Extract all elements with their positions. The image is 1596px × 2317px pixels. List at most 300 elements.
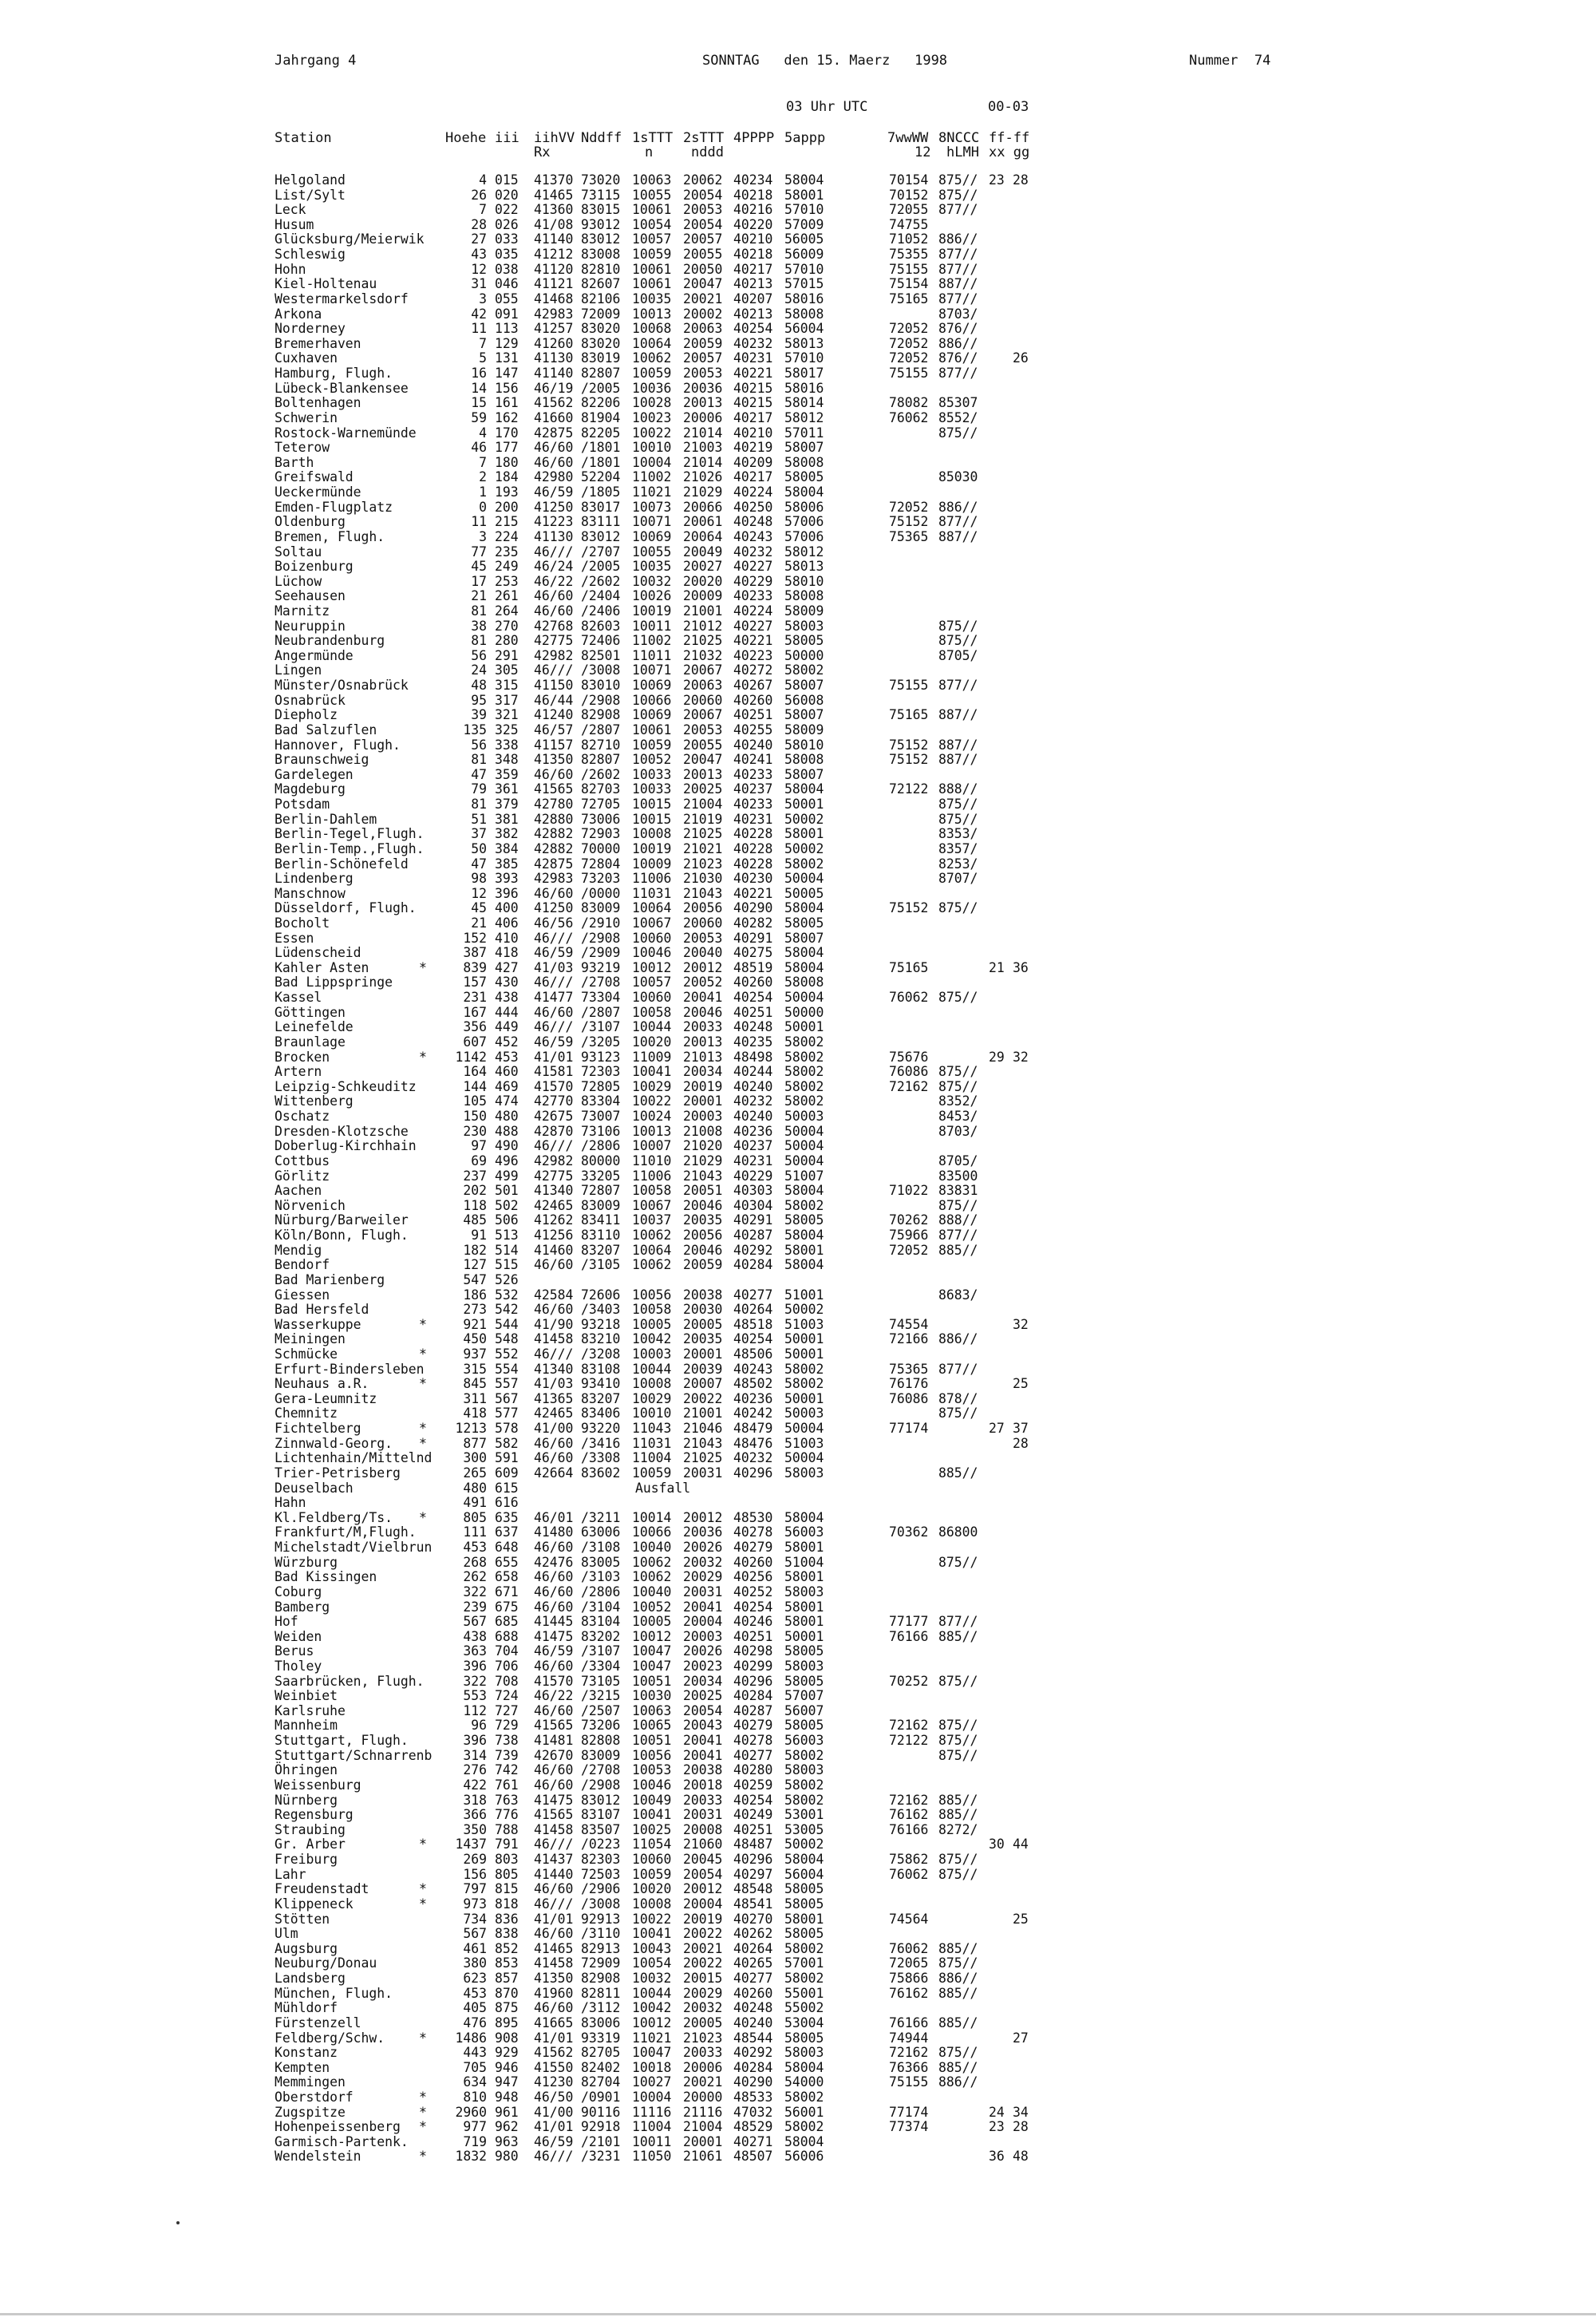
- group-4pppp: 40237: [733, 1138, 773, 1154]
- station-name: Boizenburg: [275, 559, 354, 575]
- station-index: 852: [495, 1940, 519, 1956]
- group-4pppp: 40228: [733, 826, 773, 842]
- group-5appp: 50001: [784, 1331, 824, 1347]
- group-5appp: 58008: [784, 752, 824, 768]
- table-row: [0, 1199, 1596, 1214]
- group-2sttt: 21061: [683, 2149, 723, 2165]
- group-1sttt: 10059: [632, 1866, 672, 1882]
- group-4pppp: 40210: [733, 425, 773, 441]
- group-4pppp: 40279: [733, 1718, 773, 1734]
- station-height: 69: [471, 1153, 487, 1168]
- station-height: 422: [463, 1777, 487, 1793]
- group-2sttt: 21014: [683, 454, 723, 470]
- station-height: 845: [463, 1376, 487, 1392]
- group-1sttt: 10046: [632, 1777, 672, 1793]
- alpine-marker: *: [419, 2104, 427, 2120]
- table-row: [0, 604, 1596, 619]
- table-row: [0, 322, 1596, 337]
- group-1sttt: 10007: [632, 1138, 672, 1154]
- col-nddff: Nddff: [581, 130, 622, 146]
- group-iihvv: 41/08: [534, 216, 574, 232]
- station-name: Doberlug-Kirchhain: [275, 1138, 417, 1154]
- group-2sttt: 20001: [683, 2133, 723, 2149]
- station-index: 418: [495, 945, 519, 961]
- group-nddff: /3215: [581, 1688, 621, 1704]
- group-5appp: 50004: [784, 1153, 824, 1168]
- group-4pppp: 48544: [733, 2030, 773, 2046]
- group-iihvv: 46/60: [534, 1702, 574, 1718]
- group-7wwww: 75862: [889, 1852, 929, 1868]
- group-iihvv: 41130: [534, 350, 574, 366]
- group-iihvv: 41121: [534, 276, 574, 292]
- group-5appp: 58002: [784, 2119, 824, 2135]
- group-1sttt: 10028: [632, 395, 672, 411]
- station-height: 39: [471, 707, 487, 723]
- group-4pppp: 40240: [733, 737, 773, 753]
- table-row: [0, 1837, 1596, 1852]
- table-row: [0, 411, 1596, 426]
- group-2sttt: 20027: [683, 559, 723, 575]
- alpine-marker: *: [419, 1509, 427, 1525]
- group-iihvv: 46/60: [534, 1584, 574, 1599]
- group-5appp: 50002: [784, 811, 824, 827]
- group-nddff: /3416: [581, 1435, 621, 1451]
- group-1sttt: 10026: [632, 588, 672, 604]
- group-iihvv: 42476: [534, 1554, 574, 1570]
- group-1sttt: 10032: [632, 573, 672, 589]
- group-1sttt: 10055: [632, 544, 672, 559]
- group-iihvv: 46/60: [534, 1881, 574, 1897]
- group-1sttt: 10066: [632, 692, 672, 708]
- group-5appp: 50004: [784, 1123, 824, 1139]
- group-5appp: 58001: [784, 1242, 824, 1258]
- station-index: 502: [495, 1197, 519, 1213]
- group-1sttt: 10058: [632, 1004, 672, 1020]
- group-4pppp: 40277: [733, 1287, 773, 1303]
- station-name: Karlsruhe: [275, 1702, 346, 1718]
- group-7wwww: 75365: [889, 528, 929, 544]
- group-8nccc: 8353/: [938, 826, 978, 842]
- group-8nccc: 885//: [938, 1792, 978, 1808]
- group-8nccc: 877//: [938, 1228, 978, 1244]
- group-5appp: 58014: [784, 395, 824, 411]
- group-8nccc: 887//: [938, 707, 978, 723]
- table-row: [0, 1421, 1596, 1437]
- group-5appp: 58002: [784, 856, 824, 872]
- group-nddff: 82811: [581, 1985, 621, 2001]
- group-1sttt: 10043: [632, 1940, 672, 1956]
- station-height: 26: [471, 187, 487, 203]
- group-1sttt: 10056: [632, 1747, 672, 1763]
- group-4pppp: 40221: [733, 633, 773, 649]
- table-row: [0, 1630, 1596, 1645]
- group-nddff: 83108: [581, 1361, 621, 1377]
- alpine-marker: *: [419, 1049, 427, 1065]
- group-7wwww: 76166: [889, 2015, 929, 2030]
- station-height: 45: [471, 900, 487, 916]
- group-iihvv: 41/90: [534, 1316, 574, 1332]
- group-4pppp: 40240: [733, 1109, 773, 1125]
- group-nddff: /2807: [581, 722, 621, 737]
- table-row: [0, 678, 1596, 694]
- group-2sttt: 20063: [683, 678, 723, 694]
- group-8nccc: 877//: [938, 261, 978, 277]
- group-iihvv: 41350: [534, 752, 574, 768]
- group-1sttt: 10004: [632, 2089, 672, 2105]
- station-index: 791: [495, 1837, 519, 1852]
- group-5appp: 58005: [784, 633, 824, 649]
- group-2sttt: 20053: [683, 366, 723, 382]
- alpine-marker: *: [419, 1837, 427, 1852]
- station-height: 37: [471, 826, 487, 842]
- table-row: [0, 1852, 1596, 1868]
- group-iihvv: 46/60: [534, 1926, 574, 1942]
- group-4pppp: 48533: [733, 2089, 773, 2105]
- station-index: 853: [495, 1955, 519, 1971]
- col-iihvv: iihVV: [534, 130, 575, 146]
- group-2sttt: 20053: [683, 930, 723, 946]
- group-5appp: 50001: [784, 1019, 824, 1035]
- group-nddff: /0901: [581, 2089, 621, 2105]
- table-row: [0, 188, 1596, 204]
- group-iihvv: 41465: [534, 187, 574, 203]
- group-4pppp: 40287: [733, 1228, 773, 1244]
- group-1sttt: 10062: [632, 1257, 672, 1273]
- group-4pppp: 40243: [733, 528, 773, 544]
- station-name: Wittenberg: [275, 1093, 354, 1109]
- group-2sttt: 20036: [683, 380, 723, 396]
- station-height: 77: [471, 544, 487, 559]
- station-note-deuselbach: Ausfall: [635, 1481, 691, 1496]
- group-iihvv: 41/03: [534, 1376, 574, 1392]
- station-name: Dresden-Klotzsche: [275, 1123, 409, 1139]
- table-row: [0, 263, 1596, 278]
- table-row: [0, 470, 1596, 485]
- station-index: 131: [495, 350, 519, 366]
- station-index: 452: [495, 1034, 519, 1050]
- group-5appp: 50004: [784, 871, 824, 887]
- table-row: [0, 1094, 1596, 1109]
- table-row: [0, 813, 1596, 828]
- group-iihvv: 46/60: [534, 1777, 574, 1793]
- station-height: 12: [471, 261, 487, 277]
- station-height: 567: [463, 1614, 487, 1630]
- group-nddff: /2708: [581, 975, 621, 990]
- group-7wwww: 72162: [889, 1718, 929, 1734]
- group-nddff: /3231: [581, 2149, 621, 2165]
- group-4pppp: 40279: [733, 1540, 773, 1556]
- group-4pppp: 40227: [733, 618, 773, 634]
- group-4pppp: 40243: [733, 1361, 773, 1377]
- table-row: [0, 1987, 1596, 2002]
- group-8nccc: 885//: [938, 2015, 978, 2030]
- station-height: 3: [479, 291, 487, 306]
- station-name: Seehausen: [275, 588, 346, 604]
- observation-period: 00-03: [988, 99, 1029, 115]
- group-nddff: 82908: [581, 1971, 621, 1987]
- group-7wwww: 75154: [889, 276, 929, 292]
- group-1sttt: 10051: [632, 1733, 672, 1749]
- group-5appp: 57010: [784, 202, 824, 218]
- group-4pppp: 40233: [733, 797, 773, 813]
- group-8nccc: 877//: [938, 1614, 978, 1630]
- station-height: 719: [463, 2133, 487, 2149]
- station-index: 235: [495, 544, 519, 559]
- group-iihvv: 46/60: [534, 1257, 574, 1273]
- group-nddff: /3308: [581, 1450, 621, 1466]
- group-1sttt: 11031: [632, 1435, 672, 1451]
- group-iihvv: 42880: [534, 811, 574, 827]
- group-nddff: 83012: [581, 1792, 621, 1808]
- station-height: 11: [471, 514, 487, 530]
- table-row: [0, 2090, 1596, 2105]
- table-row: [0, 1971, 1596, 1987]
- group-2sttt: 21001: [683, 603, 723, 619]
- group-7wwww: 72052: [889, 499, 929, 515]
- station-index: 038: [495, 261, 519, 277]
- table-row: [0, 485, 1596, 500]
- group-7wwww: 72052: [889, 350, 929, 366]
- group-1sttt: 10061: [632, 261, 672, 277]
- group-7wwww: 76162: [889, 1807, 929, 1823]
- group-4pppp: 40218: [733, 187, 773, 203]
- group-nddff: 52204: [581, 469, 621, 485]
- group-7wwww: 78082: [889, 395, 929, 411]
- station-index: 406: [495, 915, 519, 931]
- station-index: 393: [495, 871, 519, 887]
- group-5appp: 58001: [784, 1911, 824, 1927]
- group-5appp: 58002: [784, 1747, 824, 1763]
- group-iihvv: 41130: [534, 528, 574, 544]
- station-height: 24: [471, 662, 487, 678]
- station-index: 582: [495, 1435, 519, 1451]
- group-8nccc: 875//: [938, 1554, 978, 1570]
- group-8nccc: 876//: [938, 321, 978, 337]
- group-8nccc: 8552/: [938, 409, 978, 425]
- group-5appp: 58002: [784, 1376, 824, 1392]
- group-1sttt: 10008: [632, 1376, 672, 1392]
- group-4pppp: 40244: [733, 1064, 773, 1080]
- group-nddff: 72705: [581, 797, 621, 813]
- group-nddff: 73304: [581, 990, 621, 1006]
- group-nddff: /1801: [581, 440, 621, 456]
- group-1sttt: 10024: [632, 1109, 672, 1125]
- group-1sttt: 10053: [632, 1762, 672, 1778]
- group-iihvv: 46///: [534, 662, 574, 678]
- group-4pppp: 40296: [733, 1673, 773, 1689]
- group-iihvv: 42768: [534, 618, 574, 634]
- station-height: 15: [471, 395, 487, 411]
- table-row: [0, 887, 1596, 902]
- station-name: Ueckermünde: [275, 484, 361, 500]
- group-2sttt: 21023: [683, 856, 723, 872]
- group-8nccc: 886//: [938, 231, 978, 247]
- alpine-marker: *: [419, 1435, 427, 1451]
- group-5appp: 58004: [784, 2133, 824, 2149]
- table-row: [0, 1213, 1596, 1228]
- group-1sttt: 10059: [632, 1465, 672, 1481]
- station-name: Marnitz: [275, 603, 330, 619]
- group-5appp: 58007: [784, 707, 824, 723]
- group-4pppp: 40291: [733, 930, 773, 946]
- group-2sttt: 20049: [683, 544, 723, 559]
- station-index: 400: [495, 900, 519, 916]
- group-4pppp: 40232: [733, 1450, 773, 1466]
- station-index: 788: [495, 1821, 519, 1837]
- table-row: [0, 500, 1596, 516]
- group-2sttt: 20062: [683, 172, 723, 188]
- station-height: 322: [463, 1584, 487, 1599]
- group-4pppp: 40215: [733, 395, 773, 411]
- group-4pppp: 40254: [733, 1599, 773, 1615]
- group-4pppp: 48502: [733, 1376, 773, 1392]
- station-index: 729: [495, 1718, 519, 1734]
- group-7wwww: 70152: [889, 187, 929, 203]
- group-7wwww: 75152: [889, 752, 929, 768]
- group-8nccc: 8272/: [938, 1821, 978, 1837]
- group-5appp: 58017: [784, 366, 824, 382]
- group-2sttt: 21029: [683, 484, 723, 500]
- group-ff-gust: 28: [1013, 172, 1029, 188]
- station-index: 577: [495, 1406, 519, 1421]
- station-height: 396: [463, 1733, 487, 1749]
- table-row: [0, 292, 1596, 307]
- group-ff-gust: 25: [1013, 1376, 1029, 1392]
- group-nddff: /2807: [581, 1004, 621, 1020]
- station-height: 276: [463, 1762, 487, 1778]
- group-5appp: 50003: [784, 1406, 824, 1421]
- group-5appp: 58002: [784, 1792, 824, 1808]
- station-height: 56: [471, 737, 487, 753]
- group-2sttt: 20060: [683, 915, 723, 931]
- group-1sttt: 10037: [632, 1212, 672, 1228]
- group-7wwww: 70262: [889, 1212, 929, 1228]
- group-5appp: 51007: [784, 1168, 824, 1184]
- station-height: 98: [471, 871, 487, 887]
- group-iihvv: 46///: [534, 1019, 574, 1035]
- group-8nccc: 886//: [938, 1331, 978, 1347]
- group-7wwww: 76366: [889, 2059, 929, 2075]
- group-8nccc: 83831: [938, 1183, 978, 1199]
- group-8nccc: 8703/: [938, 306, 978, 322]
- group-iihvv: 41360: [534, 202, 574, 218]
- station-name: Manschnow: [275, 885, 346, 901]
- group-4pppp: 40264: [733, 1302, 773, 1318]
- group-1sttt: 11002: [632, 469, 672, 485]
- group-4pppp: 40228: [733, 856, 773, 872]
- col-hlmh: hLMH: [946, 144, 979, 160]
- group-7wwww: 77174: [889, 1421, 929, 1437]
- group-2sttt: 20064: [683, 528, 723, 544]
- table-row: [0, 2120, 1596, 2135]
- station-height: 38: [471, 618, 487, 634]
- table-row: [0, 1615, 1596, 1630]
- group-nddff: 83104: [581, 1614, 621, 1630]
- station-name: Ulm: [275, 1926, 298, 1942]
- group-5appp: 58003: [784, 1584, 824, 1599]
- group-iihvv: 41562: [534, 395, 574, 411]
- group-2sttt: 21001: [683, 1406, 723, 1421]
- station-index: 338: [495, 737, 519, 753]
- group-7wwww: 76062: [889, 1866, 929, 1882]
- group-1sttt: 10046: [632, 945, 672, 961]
- table-row: [0, 1749, 1596, 1764]
- group-iihvv: 41480: [534, 1524, 574, 1540]
- group-iihvv: 41340: [534, 1361, 574, 1377]
- station-name: Regensburg: [275, 1807, 354, 1823]
- group-5appp: 58002: [784, 1971, 824, 1987]
- group-iihvv: 46/60: [534, 2000, 574, 2016]
- group-iihvv: 42664: [534, 1465, 574, 1481]
- station-height: 973: [463, 1896, 487, 1912]
- group-8nccc: 877//: [938, 291, 978, 306]
- group-2sttt: 20041: [683, 1747, 723, 1763]
- group-1sttt: 10071: [632, 514, 672, 530]
- station-height: 322: [463, 1673, 487, 1689]
- station-index: 382: [495, 826, 519, 842]
- group-2sttt: 20060: [683, 692, 723, 708]
- station-index: 514: [495, 1242, 519, 1258]
- table-row: [0, 694, 1596, 709]
- group-2sttt: 20001: [683, 1093, 723, 1109]
- table-row: [0, 961, 1596, 976]
- group-1sttt: 10041: [632, 1807, 672, 1823]
- table-row: [0, 307, 1596, 322]
- group-2sttt: 20005: [683, 1316, 723, 1332]
- group-2sttt: 21014: [683, 425, 723, 441]
- station-name: Hohenpeissenberg: [275, 2119, 401, 2135]
- group-7wwww: 74564: [889, 1911, 929, 1927]
- group-nddff: /2005: [581, 559, 621, 575]
- group-1sttt: 10012: [632, 959, 672, 975]
- station-height: 438: [463, 1628, 487, 1644]
- group-4pppp: 40232: [733, 544, 773, 559]
- station-height: 797: [463, 1881, 487, 1897]
- group-1sttt: 10063: [632, 1702, 672, 1718]
- group-nddff: /3107: [581, 1019, 621, 1035]
- group-iihvv: 42980: [534, 469, 574, 485]
- group-2sttt: 20052: [683, 975, 723, 990]
- group-4pppp: 40270: [733, 1911, 773, 1927]
- group-7wwww: 75365: [889, 1361, 929, 1377]
- group-iihvv: 46/60: [534, 1004, 574, 1020]
- group-4pppp: 40231: [733, 1153, 773, 1168]
- table-row: [0, 530, 1596, 545]
- group-iihvv: 42584: [534, 1287, 574, 1303]
- station-height: 491: [463, 1495, 487, 1511]
- table-row: [0, 1244, 1596, 1259]
- table-row: [0, 1065, 1596, 1080]
- group-8nccc: 888//: [938, 781, 978, 797]
- station-height: 607: [463, 1034, 487, 1050]
- station-name: Angermünde: [275, 647, 354, 663]
- group-ff-gust: 32: [1013, 1049, 1029, 1065]
- group-iihvv: 46/60: [534, 1659, 574, 1674]
- group-nddff: 73206: [581, 1718, 621, 1734]
- group-8nccc: 875//: [938, 425, 978, 441]
- group-7wwww: 75355: [889, 247, 929, 263]
- group-5appp: 58005: [784, 1881, 824, 1897]
- group-2sttt: 21004: [683, 797, 723, 813]
- table-row: [0, 1734, 1596, 1749]
- alpine-marker: *: [419, 1376, 427, 1392]
- group-7wwww: 72122: [889, 1733, 929, 1749]
- group-5appp: 55001: [784, 1985, 824, 2001]
- group-nddff: /3205: [581, 1034, 621, 1050]
- group-2sttt: 20055: [683, 737, 723, 753]
- group-8nccc: 877//: [938, 247, 978, 263]
- group-2sttt: 20035: [683, 1212, 723, 1228]
